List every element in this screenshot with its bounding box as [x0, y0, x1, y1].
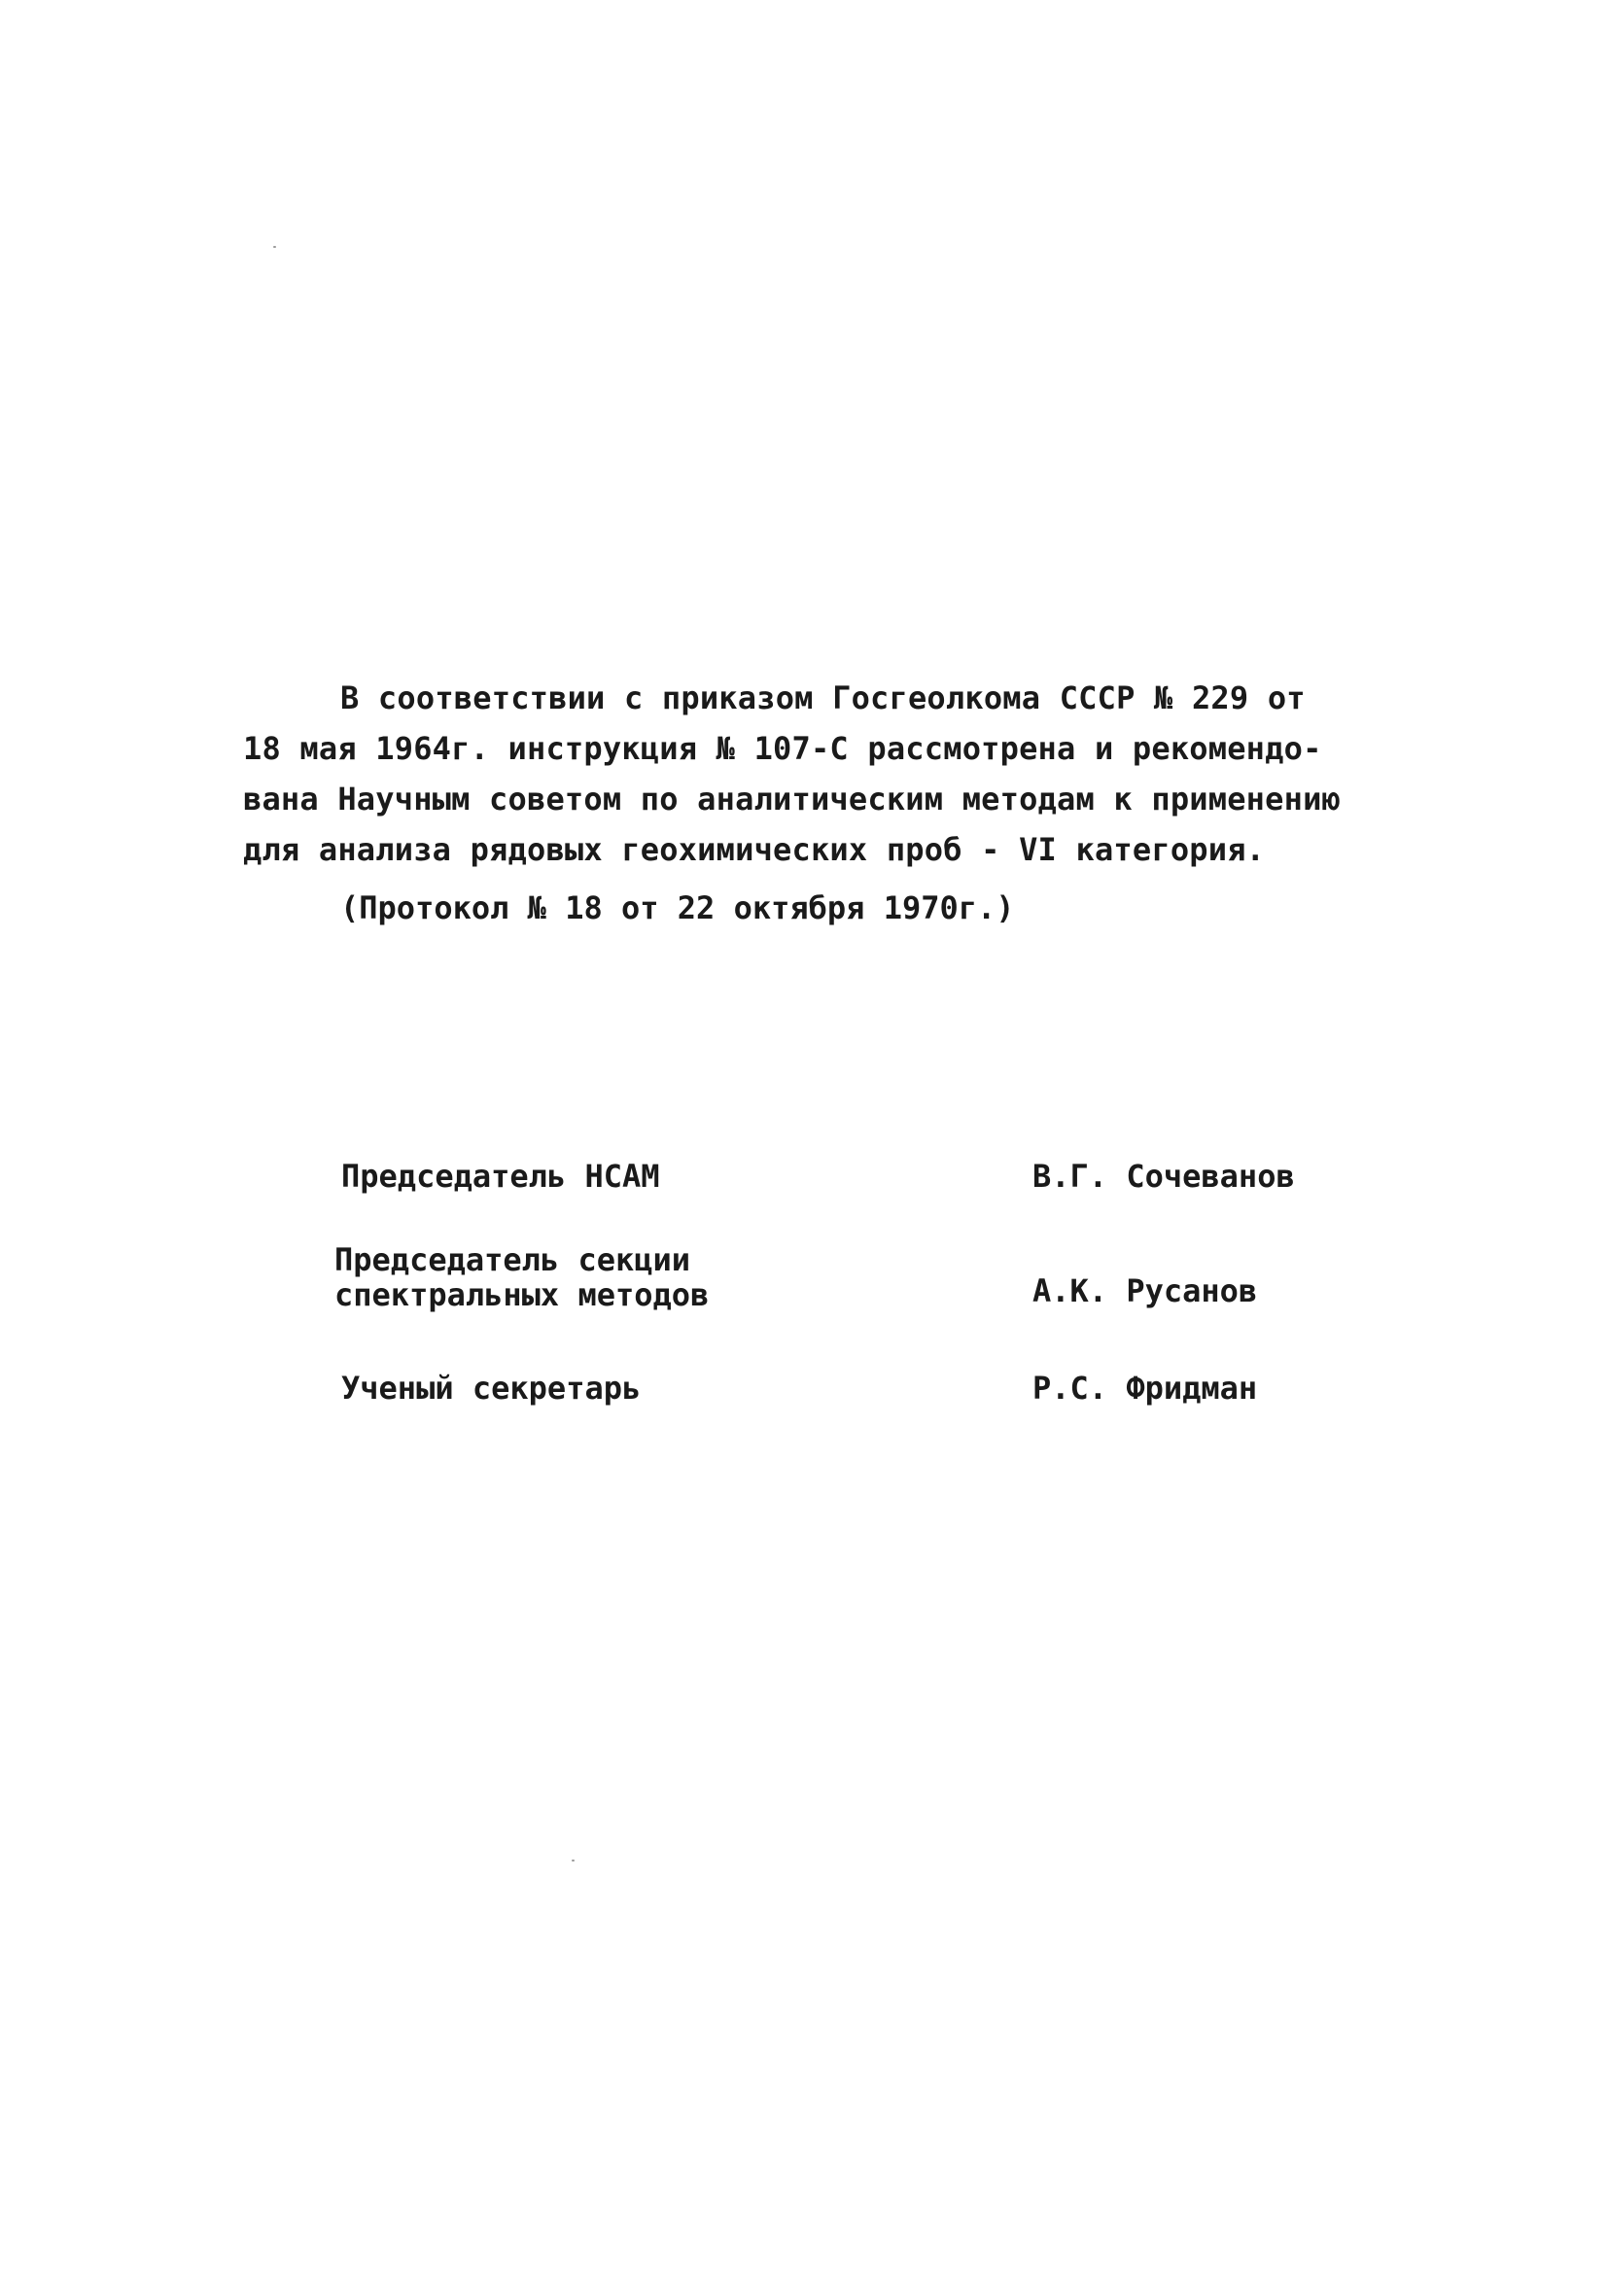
- name-line: А.К. Русанов: [1032, 1272, 1258, 1309]
- approval-line: В соответствии с приказом Госгеолкома СССР № 229 от: [340, 679, 1306, 716]
- paper-speck: [273, 246, 276, 248]
- approval-line: 18 мая 1964г. инструкция № 107-С рассмотрена и рекомендо-: [243, 730, 1322, 767]
- name-line: В.Г. Сочеванов: [1032, 1158, 1295, 1195]
- signatory-role-secretary: [341, 1371, 641, 1406]
- role-line: спектральных методов: [334, 1276, 710, 1313]
- role-line: Ученый секретарь: [341, 1370, 642, 1407]
- approval-line: вана Научным советом по аналитическим методам к применению: [243, 781, 1342, 818]
- signatory-role-section-chairman: [334, 1242, 709, 1312]
- protocol-reference: (Протокол № 18 от 22 октября 1970г.): [340, 889, 1015, 926]
- role-line: Председатель секции: [334, 1241, 691, 1278]
- signatory-name-secretary: [1032, 1371, 1257, 1406]
- name-line: Р.С. Фридман: [1032, 1370, 1258, 1407]
- role-line: Председатель НСАМ: [341, 1158, 660, 1195]
- signatory-role-chairman: [341, 1159, 660, 1194]
- signatory-name-chairman: [1032, 1159, 1295, 1194]
- signatory-name-section-chairman: [1032, 1273, 1257, 1308]
- approval-line: для анализа рядовых геохимических проб - VI категория.: [243, 831, 1266, 868]
- paper-speck: [572, 1860, 575, 1861]
- approval-paragraph: [243, 673, 1410, 875]
